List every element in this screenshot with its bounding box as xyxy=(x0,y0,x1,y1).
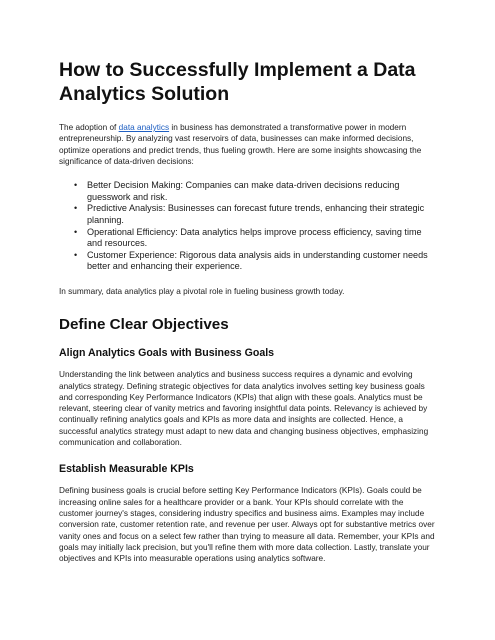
data-analytics-link[interactable]: data analytics xyxy=(118,123,170,132)
list-item-text: Operational Efficiency: Data analytics helps improve process efficiency, saving time and resources. xyxy=(87,226,422,249)
document-page xyxy=(59,58,439,564)
intro-paragraph xyxy=(59,122,439,167)
list-item-text: Predictive Analysis: Businesses can forecast future trends, enhancing their strategic planning. xyxy=(87,203,425,225)
bullet-icon: • xyxy=(74,203,78,214)
intro-text-before-link: The adoption of xyxy=(59,123,119,132)
bullet-icon: • xyxy=(74,180,78,191)
bullet-icon: • xyxy=(74,226,78,237)
subheading-align-goals: Align Analytics Goals with Business Goals xyxy=(59,347,275,360)
intro-text-after-link: in business has demonstrated a transformative power in modern entrepreneurship. By analyzing vast reservoirs of data, businesses can make informed decisions, optimize operations and predict trends, thus fueling growth. Here are some insights showcasing the significance of data-driven decisions: xyxy=(59,123,422,166)
section-heading-define-objectives: Define Clear Objectives xyxy=(59,316,229,334)
summary-paragraph: In summary, data analytics play a pivotal role in fueling business growth today. xyxy=(59,286,345,296)
list-item xyxy=(74,226,439,250)
list-item-text: Better Decision Making: Companies can make data-driven decisions reducing guesswork and risk. xyxy=(87,180,400,202)
list-item xyxy=(74,203,439,226)
document-title: How to Successfully Implement a Data Analytics Solution xyxy=(59,59,416,105)
list-item xyxy=(74,180,439,203)
align-goals-paragraph: Understanding the link between analytics and business success requires a dynamic and evolving analytics strategy. Defining strategic objectives for data analytics involves setting key business goals and corresponding Key Performance Indicators (KPIs) that align with these goals. Analytics must be relevant, steering clear of vanity metrics and favoring insightful data points. Relevancy is achieved by continually refining analytics goals and KPIs as more data and insights are collected. Hence, a successful analytics strategy must adapt to new data and changing business objectives, emphasizing communication and collaboration. xyxy=(59,370,429,448)
insights-list xyxy=(59,180,439,273)
list-item-text: Customer Experience: Rigorous data analysis aids in understanding customer needs better and enhancing their experience. xyxy=(87,249,428,272)
subheading-measurable-kpis: Establish Measurable KPIs xyxy=(59,463,194,476)
measurable-kpis-paragraph: Defining business goals is crucial before setting Key Performance Indicators (KPIs). Goals could be increasing online sales for a healthcare provider or a bank. Your KPIs should correlate with the customer journey's stages, considering industry specifics and business aims. Examples may include conversion rate, customer retention rate, and revenue per user. Always opt for substantive metrics over vanity ones and focus on a select few rather than trying to measure all data. Remember, your KPIs and goals may initially lack precision, but you'll refine them with more data collection. Lastly, translate your objectives and KPIs into measurable operations using analytics software. xyxy=(59,486,435,564)
list-item xyxy=(74,249,439,273)
bullet-icon: • xyxy=(74,249,78,260)
